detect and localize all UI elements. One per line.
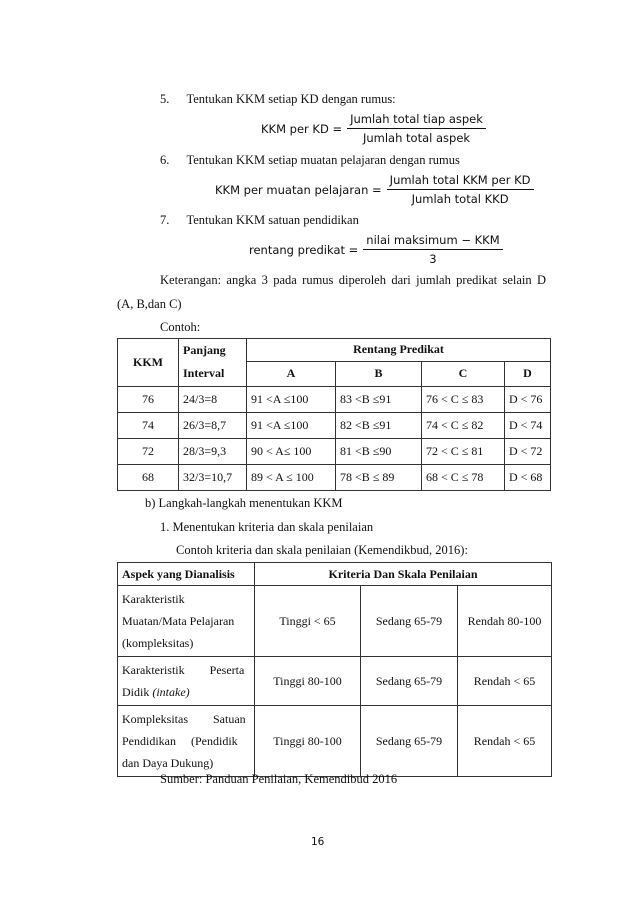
list-number: 5. [160,92,170,106]
list-text: Tentukan KKM setiap muatan pelajaran dengan rumus [186,153,460,167]
header-b: B [336,361,422,387]
fraction [347,112,486,145]
cell-a: 90 < A≤ 100 [247,439,336,465]
cell-a: 89 < A ≤ 100 [247,465,336,491]
kriteria-table [117,562,552,777]
list-text: Tentukan KKM setiap KD dengan rumus: [186,92,396,106]
cell-aspek [118,586,255,657]
cell-d: D < 68 [505,465,551,491]
keterangan-line-2: (A, B,dan C) [117,297,182,311]
cell-sedang: Sedang 65-79 [361,706,458,777]
cell-b: 78 <B ≤ 89 [336,465,422,491]
aspek-line: Pendidikan (Pendidik [122,734,238,748]
list-number: 6. [160,153,170,167]
denominator: Jumlah total aspek [362,131,471,145]
kkm-table [117,338,551,491]
page-number: 16 [311,836,325,848]
aspek-line: (kompleksitas) [122,636,194,650]
formula-rentang-predikat [249,233,503,266]
list-item-5 [160,92,396,107]
cell-rendah: Rendah < 65 [458,706,552,777]
header-aspek: Aspek yang Dianalisis [118,563,255,586]
table-row [118,465,551,491]
cell-interval: 24/3=8 [179,387,247,413]
cell-rendah: Rendah < 65 [458,657,552,706]
aspek-line: Kompleksitas Satuan [122,712,246,726]
cell-tinggi: Tinggi 80-100 [255,706,361,777]
cell-kkm: 76 [118,387,179,413]
cell-d: D < 74 [505,413,551,439]
formula-lhs: KKM per muatan pelajaran = [215,182,382,197]
cell-interval: 28/3=9,3 [179,439,247,465]
cell-aspek [118,657,255,706]
aspek-line: Muatan/Mata Pelajaran [122,614,235,628]
numerator: Jumlah total tiap aspek [347,112,486,129]
section-heading-b: b) Langkah-langkah menentukan KKM [145,496,343,510]
table-row [118,387,551,413]
cell-tinggi: Tinggi < 65 [255,586,361,657]
aspek-line-wrap [122,681,250,703]
table-row [118,586,552,657]
aspek-italic: (intake) [152,685,190,699]
source-note: Sumber: Panduan Penilaian, Kemendibud 2016 [160,772,398,786]
aspek-line: Didik [122,685,150,699]
header-a: A [247,361,336,387]
cell-d: D < 76 [505,387,551,413]
header-kkm: KKM [118,339,179,387]
formula-kkm-per-muatan [215,173,534,206]
list-number: 7. [160,213,170,227]
list-item-6 [160,153,460,168]
formula-lhs: KKM per KD = [261,121,343,136]
numerator: Jumlah total KKM per KD [387,173,534,190]
formula-lhs: rentang predikat = [249,242,359,257]
header-kriteria: Kriteria Dan Skala Penilaian [255,563,552,586]
cell-b: 83 <B ≤91 [336,387,422,413]
cell-a: 91 <A ≤100 [247,387,336,413]
fraction [363,233,502,266]
list-text: Tentukan KKM satuan pendidikan [186,213,359,227]
denominator: 3 [429,252,437,266]
list-item-7 [160,213,359,228]
cell-b: 82 <B ≤91 [336,413,422,439]
aspek-line: dan Daya Dukung) [122,756,214,770]
cell-c: 74 < C ≤ 82 [422,413,505,439]
step-1: 1. Menentukan kriteria dan skala penilaian [160,520,374,534]
cell-kkm: 72 [118,439,179,465]
header-rentang: Rentang Predikat [247,339,551,362]
denominator: Jumlah total KKD [411,192,509,206]
cell-interval: 26/3=8,7 [179,413,247,439]
header-panjang: Panjang [179,339,247,362]
numerator: nilai maksimum − KKM [363,233,502,250]
cell-c: 68 < C ≤ 78 [422,465,505,491]
table-row [118,413,551,439]
aspek-line: Karakteristik Peserta [122,663,245,677]
keterangan-line-1: Keterangan: angka 3 pada rumus diperoleh dari jumlah predikat selain D [160,273,546,287]
fraction [387,173,534,206]
cell-tinggi: Tinggi 80-100 [255,657,361,706]
cell-rendah: Rendah 80-100 [458,586,552,657]
cell-aspek [118,706,255,777]
cell-c: 76 < C ≤ 83 [422,387,505,413]
table-row [118,657,552,706]
cell-a: 91 <A ≤100 [247,413,336,439]
step-1-subtitle: Contoh kriteria dan skala penilaian (Kemendikbud, 2016): [176,543,468,557]
cell-d: D < 72 [505,439,551,465]
cell-c: 72 < C ≤ 81 [422,439,505,465]
cell-sedang: Sedang 65-79 [361,586,458,657]
header-d: D [505,361,551,387]
cell-interval: 32/3=10,7 [179,465,247,491]
cell-b: 81 <B ≤90 [336,439,422,465]
table-row [118,706,552,777]
cell-kkm: 74 [118,413,179,439]
formula-kkm-per-kd [261,112,486,145]
table-row [118,439,551,465]
cell-sedang: Sedang 65-79 [361,657,458,706]
header-interval: Interval [179,361,247,387]
aspek-line: Karakteristik [122,592,185,606]
contoh-label: Contoh: [160,320,201,334]
cell-kkm: 68 [118,465,179,491]
header-c: C [422,361,505,387]
